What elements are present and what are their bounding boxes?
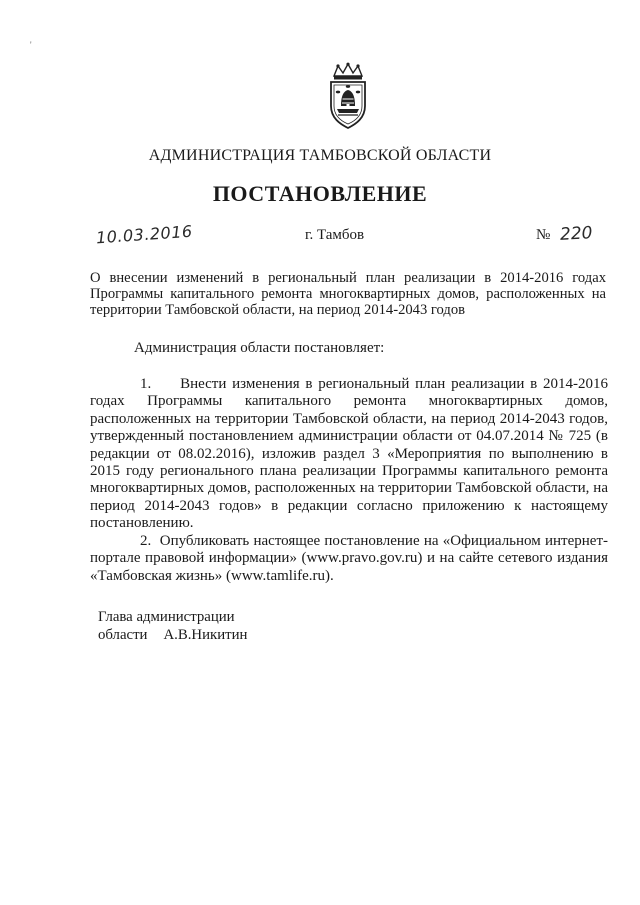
document-subject: О внесении изменений в региональный план реализации в 2014-2016 годах Программы капитального ремонта многоквартирных домов, расположенных на территории Тамбовской области, на период 2014-2043 годов <box>90 270 606 318</box>
document-type-title: ПОСТАНОВЛЕНИЕ <box>212 181 428 206</box>
signatory-name: А.В.Никитин <box>163 626 248 643</box>
item-text: Внести изменения в региональный план реализации в 2014-2016 годах Программы капитального ремонта многоквартирных домов, расположенных на территории Тамбовской области, на период 2014-2043 годов, утвержденный постановлением администрации области от 04.07.2014 № 725 (в редакции от 08.02.2016), изложив раздел 3 «Мероприятия по выполнению в 2015 году регионального плана реализации Программы капитального ремонта многоквартирных домов, расположенных на территории Тамбовской области, на период 2014-2043 годов» в редакции согласно приложению к настоящему постановлению. <box>90 376 608 532</box>
list-item <box>90 533 608 585</box>
tambov-coat-of-arms-icon <box>324 62 372 130</box>
signatory-position: Глава администрации <box>98 609 235 625</box>
signatory-position-cont: области <box>98 626 148 643</box>
scan-artifact: ' <box>30 40 32 50</box>
organization-name: АДМИНИСТРАЦИЯ ТАМБОВСКОЙ ОБЛАСТИ <box>148 147 492 164</box>
item-number: 1. <box>140 376 152 392</box>
item-number: 2. <box>140 533 152 549</box>
city-label: г. Тамбов <box>305 227 365 243</box>
handwritten-number: 220 <box>559 223 593 245</box>
list-item <box>90 376 608 533</box>
handwritten-date: 10.03.2016 <box>95 221 194 248</box>
number-label: № <box>536 227 551 243</box>
signature-block <box>98 609 247 644</box>
item-text: Опубликовать настоящее постановление на «Официальном интернет-портале правовой информации» (www.pravo.gov.ru) и на сайте сетевого издания «Тамбовская жизнь» (www.tamlife.ru). <box>90 533 608 584</box>
preamble-text: Администрация области постановляет: <box>134 340 385 356</box>
